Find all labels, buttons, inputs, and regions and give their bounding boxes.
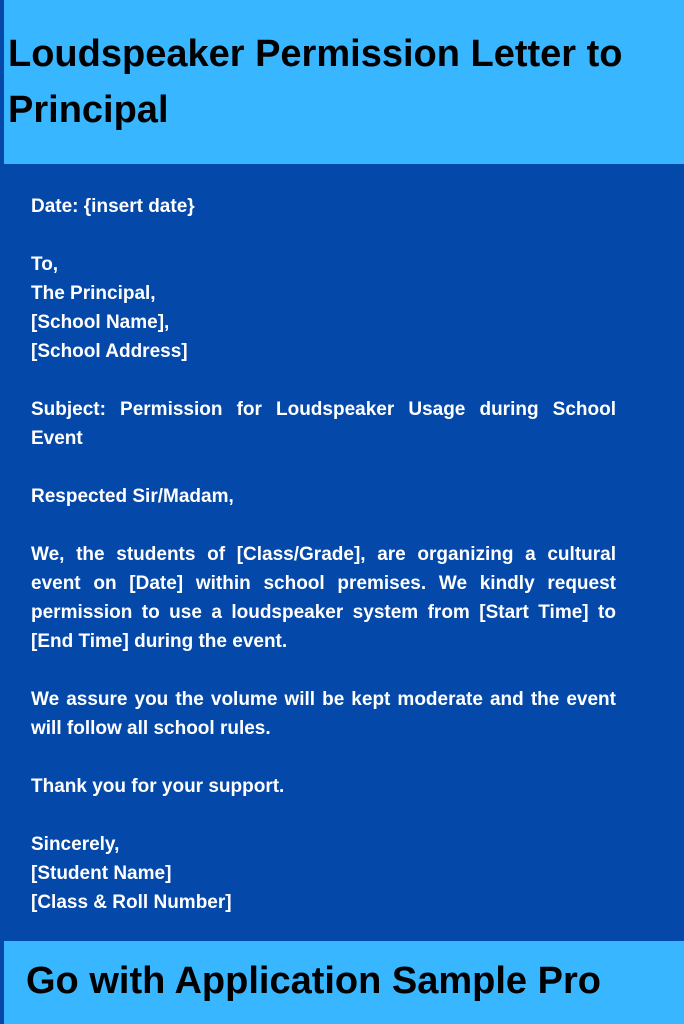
- closing-class-roll: [Class & Roll Number]: [31, 892, 232, 913]
- page-title: Loudspeaker Permission Letter to Principal: [8, 33, 623, 131]
- letter-paragraph: We, the students of [Class/Grade], are organizing a cultural event on [Date] within school premises. We kindly request permission to use a loudspeaker system from [Start Time] to [End Time] during the event.: [31, 544, 616, 652]
- closing-student-name: [Student Name]: [31, 863, 172, 884]
- letter-salutation: Respected Sir/Madam,: [31, 486, 234, 507]
- letter-recipient: [31, 250, 616, 366]
- letter-date: Date: {insert date}: [31, 196, 195, 217]
- closing-sign-off: Sincerely,: [31, 834, 120, 855]
- footer-banner: [0, 941, 684, 1024]
- recipient-to: To,: [31, 254, 59, 275]
- letter-thanks: Thank you for your support.: [31, 776, 285, 797]
- letter-subject: Subject: Permission for Loudspeaker Usage during School Event: [31, 399, 616, 449]
- recipient-school-address: [School Address]: [31, 341, 188, 362]
- recipient-school-name: [School Name],: [31, 312, 170, 333]
- letter-closing: [31, 830, 616, 917]
- letter-paragraph: We assure you the volume will be kept moderate and the event will follow all school rules.: [31, 689, 616, 739]
- recipient-title: The Principal,: [31, 283, 156, 304]
- letter-body: [31, 192, 616, 946]
- footer-brand-text: Go with Application Sample Pro: [26, 960, 601, 1002]
- header-banner: [0, 0, 684, 164]
